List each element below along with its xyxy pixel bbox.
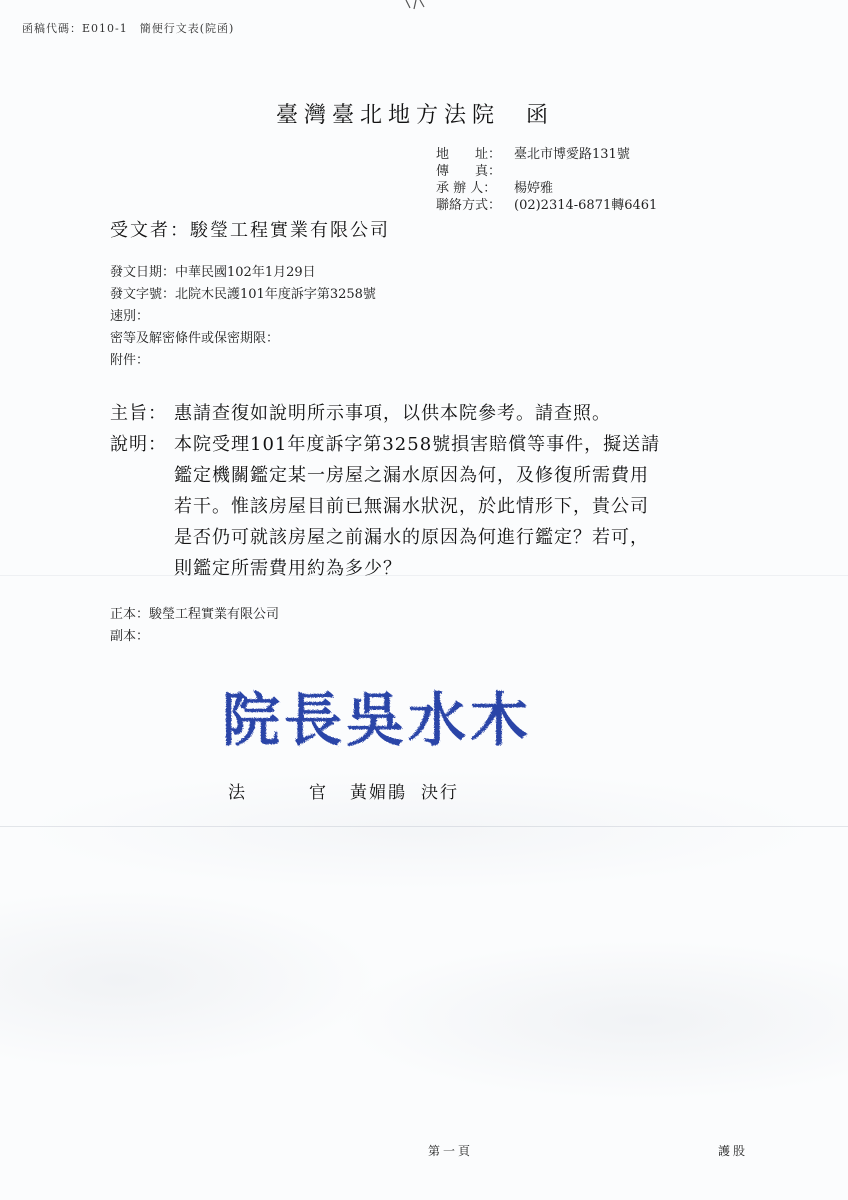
judge-name: 黃媚鵑 xyxy=(350,783,407,803)
explanation-line xyxy=(110,429,660,460)
contact-row-handler xyxy=(436,180,657,197)
subject-text: 惠請查復如說明所示事項，以供本院參考。請查照。 xyxy=(174,403,611,424)
contact-row-phone xyxy=(436,197,657,214)
page-number: 第一頁 xyxy=(428,1144,474,1158)
signoff-line xyxy=(228,778,459,803)
subject-line xyxy=(110,398,660,429)
contact-key: 地 址： xyxy=(436,147,502,162)
urgency: 速別： xyxy=(110,309,150,324)
document-number: 發文字號：北院木民護101年度訴字第3258號 xyxy=(110,287,376,302)
letter-body xyxy=(110,398,660,584)
contact-key: 傳 真： xyxy=(436,164,502,179)
seal-stamp-image xyxy=(218,674,578,764)
contact-block xyxy=(436,146,657,214)
original-recipient: 正本：駿瑩工程實業有限公司 xyxy=(110,607,280,622)
issue-date: 發文日期：中華民國102年1月29日 xyxy=(110,265,316,280)
contact-value: 楊婷雅 xyxy=(514,181,554,196)
judge-title-char: 法 xyxy=(228,783,247,803)
document-type: 函 xyxy=(526,103,555,128)
attachments: 附件： xyxy=(110,353,150,368)
explanation-text: 則鑑定所需費用約為多少？ xyxy=(174,558,402,579)
explanation-text: 鑑定機關鑑定某一房屋之漏水原因為何，及修復所需費用 xyxy=(174,465,649,486)
confidentiality: 密等及解密條件或保密期限： xyxy=(110,331,280,346)
president-seal xyxy=(218,674,578,764)
contact-row-address xyxy=(436,146,657,163)
copies-block xyxy=(110,604,279,648)
explanation-text: 是否仍可就該房屋之前漏水的原因為何進行鑑定？若可， xyxy=(174,527,649,548)
explanation-text: 本院受理101年度訴字第3258號損害賠償等事件，擬送請 xyxy=(174,434,661,455)
letter-title xyxy=(276,98,554,129)
judge-title-char: 官 xyxy=(309,783,328,803)
subject-label: 主旨： xyxy=(110,403,167,424)
contact-key: 聯絡方式： xyxy=(436,198,502,213)
contact-key: 承 辦 人： xyxy=(436,181,497,196)
form-code: 函稿代碼：E010-1 簡便行文表(院函) xyxy=(22,22,235,35)
explanation-label: 說明： xyxy=(110,434,167,455)
fold-line xyxy=(0,826,848,827)
final-approval: 決行 xyxy=(421,783,459,803)
staple-mark xyxy=(404,0,426,10)
meta-block xyxy=(110,262,376,372)
contact-row-fax xyxy=(436,163,657,180)
contact-value: 臺北市博愛路131號 xyxy=(514,147,630,162)
svg-text:院長吳水木: 院長吳水木 xyxy=(222,686,533,754)
recipient: 受文者：駿瑩工程實業有限公司 xyxy=(110,220,390,241)
division-mark: 護股 xyxy=(718,1144,749,1158)
duplicate-recipient: 副本： xyxy=(110,629,150,644)
court-name: 臺灣臺北地方法院 xyxy=(276,103,501,128)
explanation-text: 若干。惟該房屋目前已無漏水狀況，於此情形下，貴公司 xyxy=(174,496,649,517)
contact-value: (02)2314-6871轉6461 xyxy=(514,198,658,213)
